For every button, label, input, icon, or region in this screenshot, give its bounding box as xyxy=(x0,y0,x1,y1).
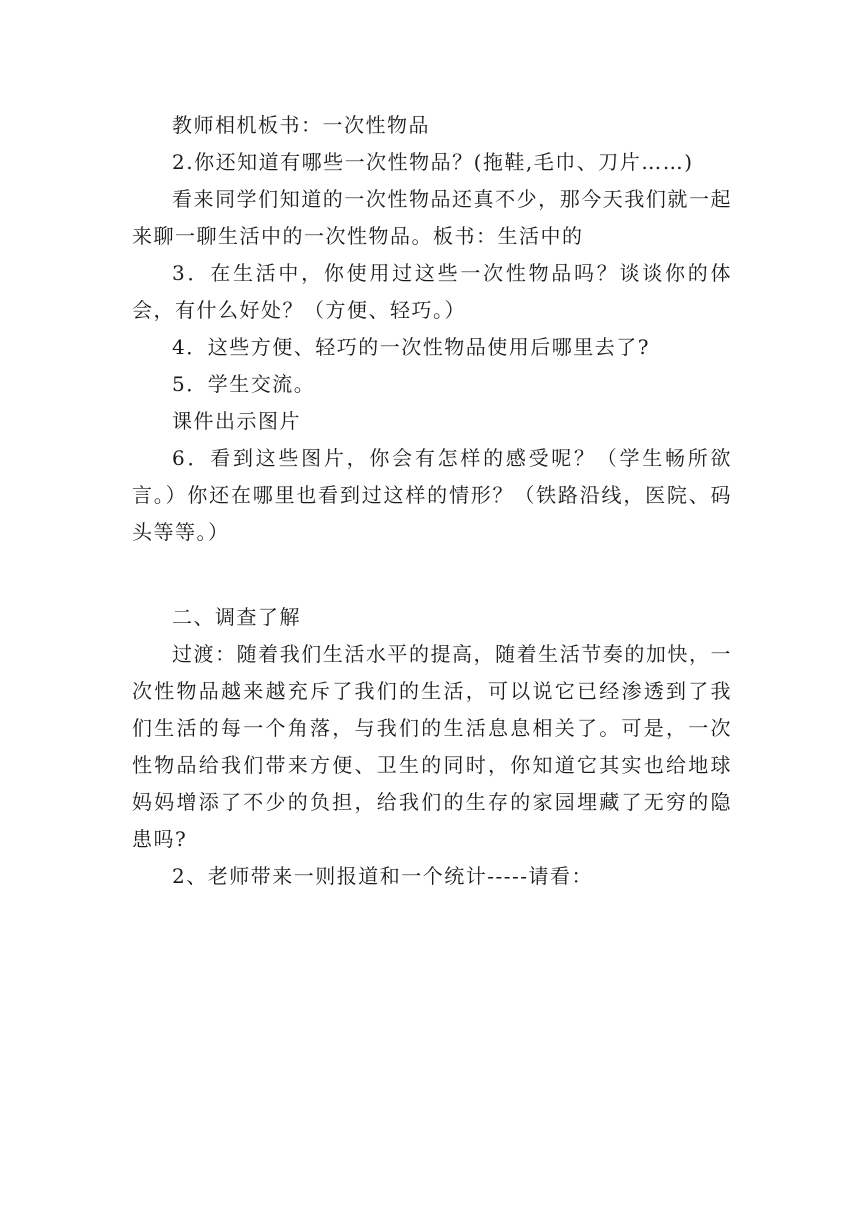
paragraph-report-intro: 2、老师带来一则报道和一个统计-----请看： xyxy=(172,864,594,888)
paragraph-question-2: 2.你还知道有哪些一次性物品？(拖鞋,毛巾、刀片……) xyxy=(172,150,694,174)
paragraph-transition: 过渡：随着我们生活水平的提高，随着生活节奏的加快，一次性物品越来越充斥了我们的生活，可以说它已经渗透到了我们生活的每一个角落，与我们的生活息息相关了。可是，一次性物品给我们带来方便、卫生的同时，你知道它其实也给地球妈妈增添了不少的负担，给我们的生存的家园埋藏了无穷的隐患吗? xyxy=(132,642,732,851)
section-heading: 二、调查了解 xyxy=(172,605,301,629)
paragraph-question-3: 3．在生活中，你使用过这些一次性物品吗？谈谈你的体会，有什么好处？（方便、轻巧。） xyxy=(132,261,732,322)
paragraph-step-5: 5．学生交流。 xyxy=(172,372,316,396)
section-spacer xyxy=(132,551,732,599)
paragraph-blackboard-note: 教师相机板书：一次性物品 xyxy=(172,113,430,137)
document-body xyxy=(132,107,732,895)
paragraph-intro-topic: 看来同学们知道的一次性物品还真不少，那今天我们就一起来聊一聊生活中的一次性物品。板书：生活中的 xyxy=(132,187,732,248)
paragraph-question-6: 6．看到这些图片，你会有怎样的感受呢？（学生畅所欲言。）你还在哪里也看到过这样的情形？（铁路沿线，医院、码头等等。） xyxy=(132,446,732,544)
paragraph-question-4: 4．这些方便、轻巧的一次性物品使用后哪里去了? xyxy=(172,335,650,359)
paragraph-show-pictures: 课件出示图片 xyxy=(172,409,301,433)
